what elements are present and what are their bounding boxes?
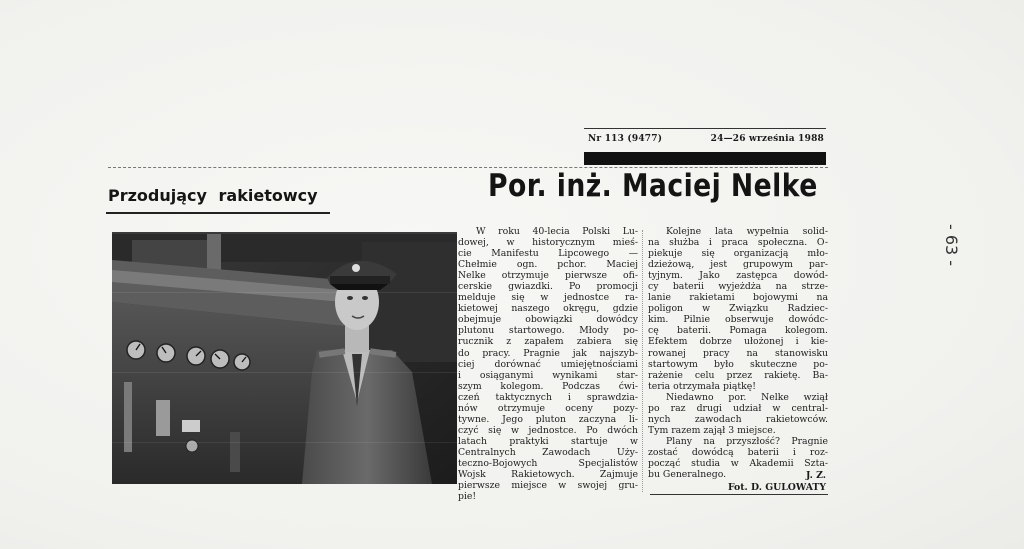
article-text-line: pie! xyxy=(458,491,477,503)
masthead-black-bar xyxy=(584,152,826,165)
article-bottom-rule xyxy=(650,494,828,495)
article-text-line: latach praktyki startuje w xyxy=(458,435,638,447)
article-text-line: ciej dorównać umiejętnościami xyxy=(458,358,638,370)
article-text-line: nów otrzymuje oceny pozy- xyxy=(458,402,638,414)
article-text-line: piekuje się organizacją mło- xyxy=(648,248,828,260)
article-text-line: cerskie gwiazdki. Po promocji xyxy=(458,281,638,293)
article-text-line: Nelke otrzymuje pierwsze ofi- xyxy=(458,270,638,282)
author-initials: J. Z. xyxy=(805,470,826,481)
article-text-line: Kolejne lata wypełnia solid- xyxy=(666,226,828,237)
article-text-line: rażenie celu przez rakietę. Ba- xyxy=(648,369,828,381)
article-text-line: melduje się w jednostce ra- xyxy=(458,292,638,304)
article-text-line: kietowej naszego okręgu, gdzie xyxy=(458,303,638,315)
masthead-info xyxy=(588,134,824,144)
article-text-line: nych zawodach rakietowców. xyxy=(648,413,828,425)
article-text-line: Chełmie ogn. pchor. Maciej xyxy=(458,259,638,271)
article-text-line: lanie rakietami bojowymi na xyxy=(648,292,828,304)
article-text-line: Wojsk Rakietowych. Zajmuje xyxy=(458,469,638,481)
article-text-line: startowym było skuteczne po- xyxy=(648,358,828,370)
article-text-line: Niedawno por. Nelke wziął xyxy=(666,391,828,403)
article-text-line: czyć się w jednostce. Po dwóch xyxy=(458,424,638,436)
article-text-line: szym kolegom. Podczas ćwi- xyxy=(458,380,638,392)
article-text-line: teria otrzymała piątkę! xyxy=(648,380,757,392)
article-column-1 xyxy=(458,226,638,502)
section-title: Przodujący rakietowcy xyxy=(108,186,318,205)
masthead-top-rule xyxy=(584,128,826,129)
article-text-line: kim. Pilnie obserwuje dowódc- xyxy=(648,314,828,326)
article-text-line: poligon w Związku Radziec- xyxy=(648,303,828,315)
article-text-line: cie Manifestu Lipcowego — xyxy=(458,248,638,260)
newspaper-masthead xyxy=(584,128,826,168)
article-text-line: Centralnych Zawodach Uży- xyxy=(458,446,638,458)
article-text-line: bu Generalnego. xyxy=(648,469,727,481)
article-text-line: do pracy. Pragnie jak najszyb- xyxy=(458,347,638,359)
article-text-line: plutonu startowego. Młody po- xyxy=(458,325,638,337)
section-title-underline xyxy=(106,212,330,214)
article-text-line: cę baterii. Pomaga kolegom. xyxy=(648,325,828,337)
article-text-line: pierwsze miejsce w swojej gru- xyxy=(458,480,638,492)
article-text-line: rucznik z zapałem zabiera się xyxy=(458,336,638,348)
article-text-line: obejmuje obowiązki dowódcy xyxy=(458,314,638,326)
article-text-line: Plany na przyszłość? Pragnie xyxy=(666,435,828,447)
column-divider xyxy=(642,230,643,492)
article-text-line: dowej, w historycznym mieś- xyxy=(458,237,638,249)
article-text-line: W roku 40-lecia Polski Lu- xyxy=(476,226,638,237)
article-headline: Por. inż. Maciej Nelke xyxy=(488,168,818,204)
article-text-line: cy baterii wyjeżdża na strze- xyxy=(648,281,828,293)
article-text-line: i osiąganymi wynikami star- xyxy=(458,369,638,381)
article-text-line: zostać dowódcą baterii i roz- xyxy=(648,446,828,458)
article-text-line: na służba i praca społeczna. O- xyxy=(648,237,828,249)
article-text-line: Efektem dobrze ułożonej i kie- xyxy=(648,336,828,348)
photo-officer-at-control-panel-icon xyxy=(112,232,457,484)
article-photo xyxy=(112,232,457,484)
article-text-line: tyjnym. Jako zastępca dowód- xyxy=(648,270,828,282)
article-column-2 xyxy=(648,226,828,480)
photo-credit: Fot. D. GULOWATY xyxy=(727,482,826,493)
issue-date: 24—26 września 1988 xyxy=(710,134,824,144)
page-number: - 63 - xyxy=(942,224,961,267)
article-text-line: począć studia w Akademii Szta- xyxy=(648,457,828,469)
article-text-line: czeń taktycznych i sprawdzia- xyxy=(458,391,638,403)
article-text-line: Tym razem zajął 3 miejsce. xyxy=(648,424,776,436)
article-text-line: teczno-Bojowych Specjalistów xyxy=(458,457,638,469)
article-text-line: dzieżową, jest grupowym par- xyxy=(648,259,828,271)
article-text-line: tywne. Jego pluton zaczyna li- xyxy=(458,413,638,425)
article-text-line: rowanej pracy na stanowisku xyxy=(648,347,828,359)
issue-number: Nr 113 (9477) xyxy=(588,134,663,144)
article-text-line: po raz drugi udział w central- xyxy=(648,402,828,414)
